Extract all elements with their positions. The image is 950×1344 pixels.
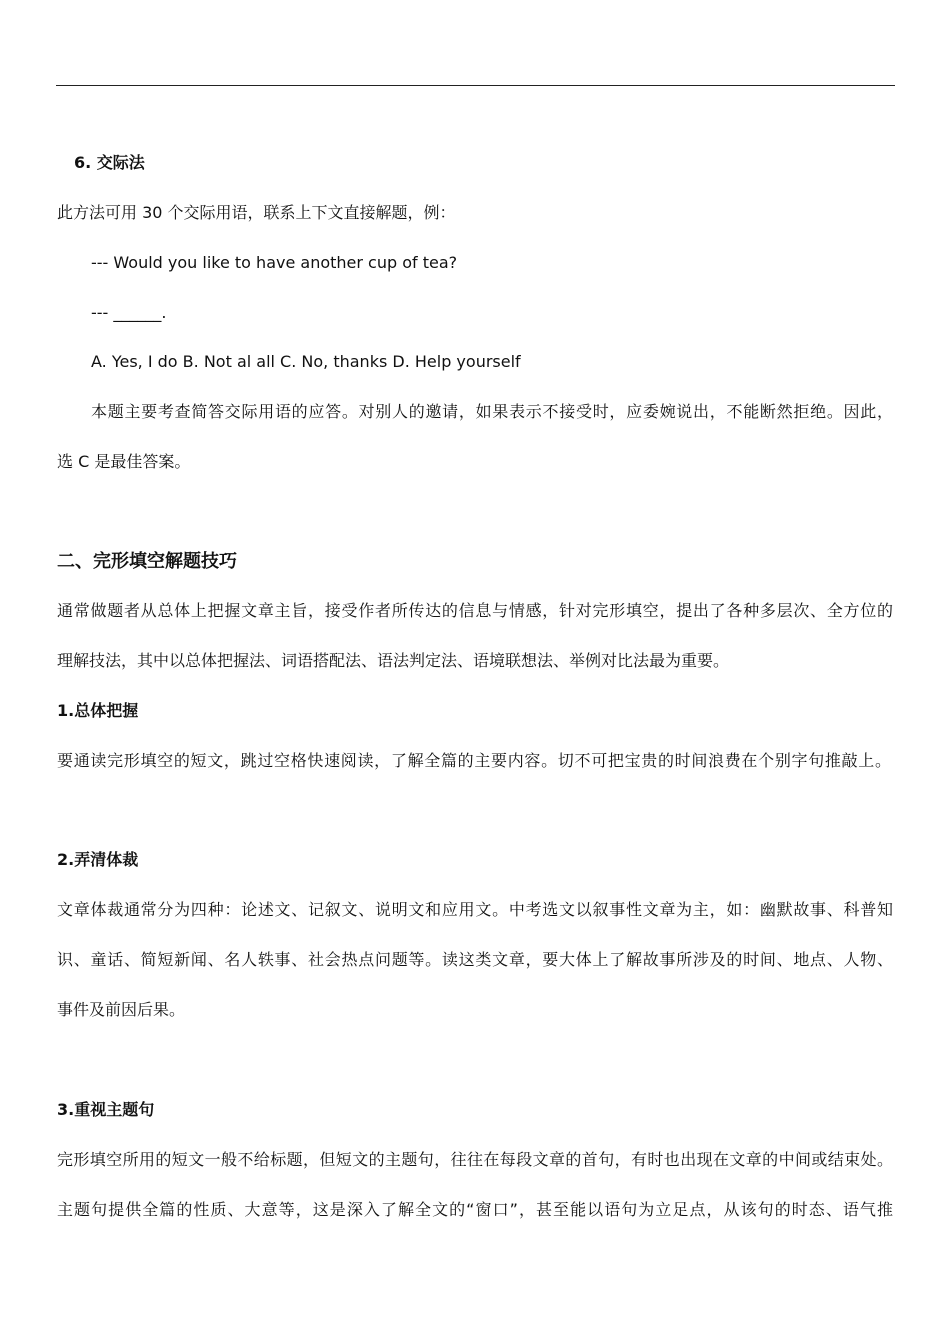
part-intro-line-2: 理解技法，其中以总体把握法、词语搭配法、语法判定法、语境联想法、举例对比法最为重要。 [57,651,730,670]
item3-line-1: 完形填空所用的短文一般不给标题，但短文的主题句，往往在每段文章的首句，有时也出现在文章的中间或结束处。 [57,1150,893,1169]
part-intro-line-1: 通常做题者从总体上把握文章主旨，接受作者所传达的信息与情感，针对完形填空，提出了各种多层次、全方位的 [57,601,893,620]
item-heading-2: 2.弄清体裁 [57,850,139,869]
example-options: A. Yes, I do B. Not al all C. No, thanks D. Help yourself [91,352,521,371]
explanation-line-1: 本题主要考查简答交际用语的应答。对别人的邀请，如果表示不接受时，应委婉说出，不能断然拒绝。因此， [91,402,893,421]
example-question: --- Would you like to have another cup of tea? [91,253,458,272]
item3-line-2: 主题句提供全篇的性质、大意等，这是深入了解全文的“窗口”，甚至能以语句为立足点，从该句的时态、语气推 [57,1200,893,1219]
explanation-line-2: 选 C 是最佳答案。 [57,452,191,471]
section-heading-6: 6. 交际法 [74,153,145,172]
item-heading-3: 3.重视主题句 [57,1100,155,1119]
item-heading-1: 1.总体把握 [57,701,139,720]
item2-line-2: 识、童话、简短新闻、名人轶事、社会热点问题等。读这类文章，要大体上了解故事所涉及的时间、地点、人物、 [57,950,893,969]
item2-line-3: 事件及前因后果。 [57,1000,186,1019]
item2-line-1: 文章体裁通常分为四种：论述文、记叙文、说明文和应用文。中考选文以叙事性文章为主，如：幽默故事、科普知 [57,900,893,919]
item1-line-1: 要通读完形填空的短文，跳过空格快速阅读，了解全篇的主要内容。切不可把宝贵的时间浪费在个别字句推敲上。 [57,751,891,770]
example-answer-blank: --- ______. [91,303,167,322]
part-heading-cloze: 二、完形填空解题技巧 [57,551,237,572]
section-intro: 此方法可用 30 个交际用语，联系上下文直接解题，例： [57,203,456,222]
header-rule [56,85,895,86]
